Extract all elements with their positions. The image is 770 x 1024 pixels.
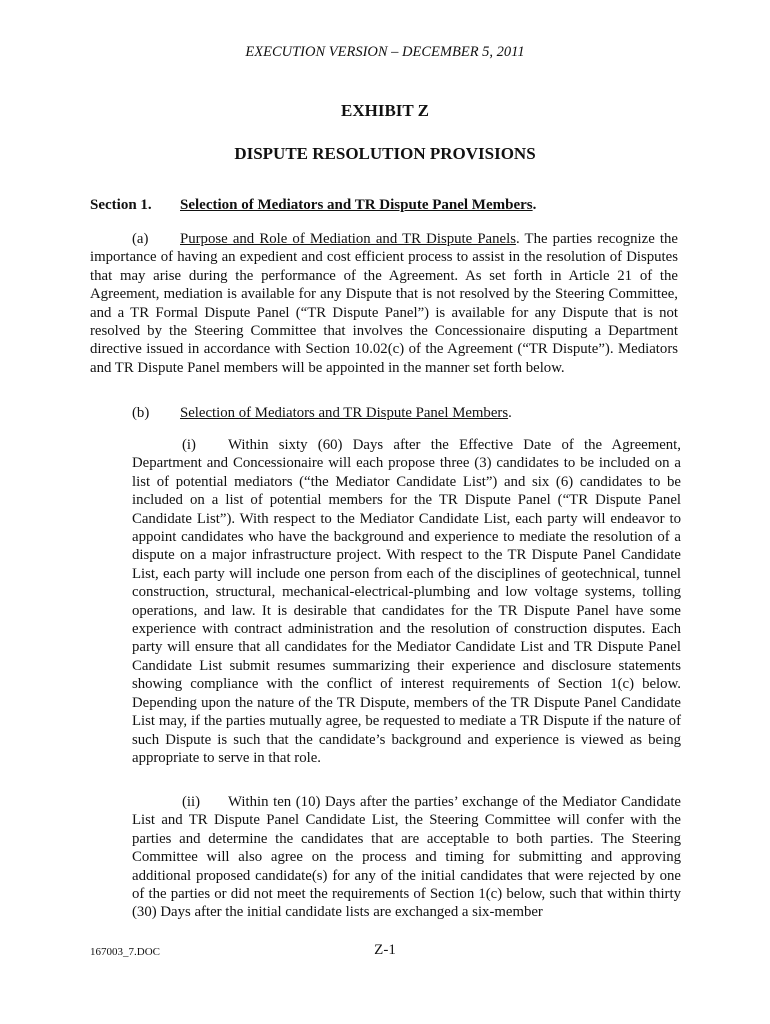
paragraph-ii-marker: (ii) [182,794,201,810]
paragraph-ii [132,793,681,922]
paragraph-a [90,230,678,377]
paragraph-a-heading: Purpose and Role of Mediation and TR Dispute Panels [180,231,516,247]
paragraph-b-heading: Selection of Mediators and TR Dispute Panel Members [180,405,509,421]
section-heading-text: Selection of Mediators and TR Dispute Panel Members [180,197,533,213]
paragraph-b [132,404,678,422]
footer-page-number: Z-1 [374,942,396,958]
paragraph-i-marker: (i) [182,437,196,453]
paragraph-i [132,436,681,767]
paragraph-a-marker: (a) [132,231,149,247]
paragraph-b-marker: (b) [132,405,150,421]
exhibit-title: EXHIBIT Z [340,101,430,120]
paragraph-ii-text: Within ten (10) Days after the parties’ exchange of the Mediator Candidate List and TR Dispute Panel Candidate List, the Steering Committee will confer with the parties and determine the candidates that are acceptable to both parties. The Steering Committee will also agree on the process and timing for submitting and approving additional proposed candidate(s) for any of the initial candidates that were rejected by one of the parties or did not meet the requirements of Section 1(c) below, such that within thirty (30) Days after the initial candidate lists are exchanged a six-member [132,794,681,921]
footer-doc-id: 167003_7.DOC [90,946,160,958]
document-subtitle: DISPUTE RESOLUTION PROVISIONS [234,144,536,163]
section-heading-period: . [532,197,537,213]
paragraph-a-text: . The parties recognize the importance of having an expedient and cost efficient process to assist in the resolution of Disputes that may arise during the performance of the Agreement. As set forth in Article 21 of the Agreement, mediation is available for any Dispute that is not resolved by the Steering Committee, and a TR Formal Dispute Panel (“TR Dispute Panel”) is available for any Dispute that is not resolved by the Steering Committee that involves the Concessionaire disputing a Department directive issued in accordance with Section 10.02(c) of the Agreement (“TR Dispute”). Mediators and TR Dispute Panel members will be appointed in the manner set forth below. [90,231,678,376]
paragraph-b-period: . [508,405,512,421]
section-number: Section 1. [90,197,152,213]
section-1-heading [90,197,536,214]
execution-version-header: EXECUTION VERSION – DECEMBER 5, 2011 [245,44,525,60]
paragraph-i-text: Within sixty (60) Days after the Effective Date of the Agreement, Department and Concessionaire will each propose three (3) candidates to be included on a list of potential mediators (“the Mediator Candidate List”) and six (6) candidates to be included on a list of potential members for the TR Dispute Panel (“TR Dispute Panel Candidate List”). With respect to the Mediator Candidate List, each party will endeavor to appoint candidates who have the background and experience to mediate the resolution of a dispute on a major infrastructure project. With respect to the TR Dispute Panel Candidate List, each party will include one person from each of the disciplines of geotechnical, tunnel construction, structural, mechanical-electrical-plumbing and low voltage systems, tolling operations, and law. It is desirable that candidates for the TR Dispute Panel have some experience with contract administration and the resolution of construction disputes. Each party will ensure that all candidates for the Mediator Candidate List and TR Dispute Panel Candidate List submit resumes summarizing their experience and disclosure statements showing compliance with the conflict of interest requirements of Section 1(c) below. Depending upon the nature of the TR Dispute, members of the TR Dispute Panel Candidate List may, if the parties mutually agree, be requested to mediate a TR Dispute if the nature of such Dispute is such that the candidate’s background and experience is viewed as being appropriate to serve in that role. [132,437,681,766]
